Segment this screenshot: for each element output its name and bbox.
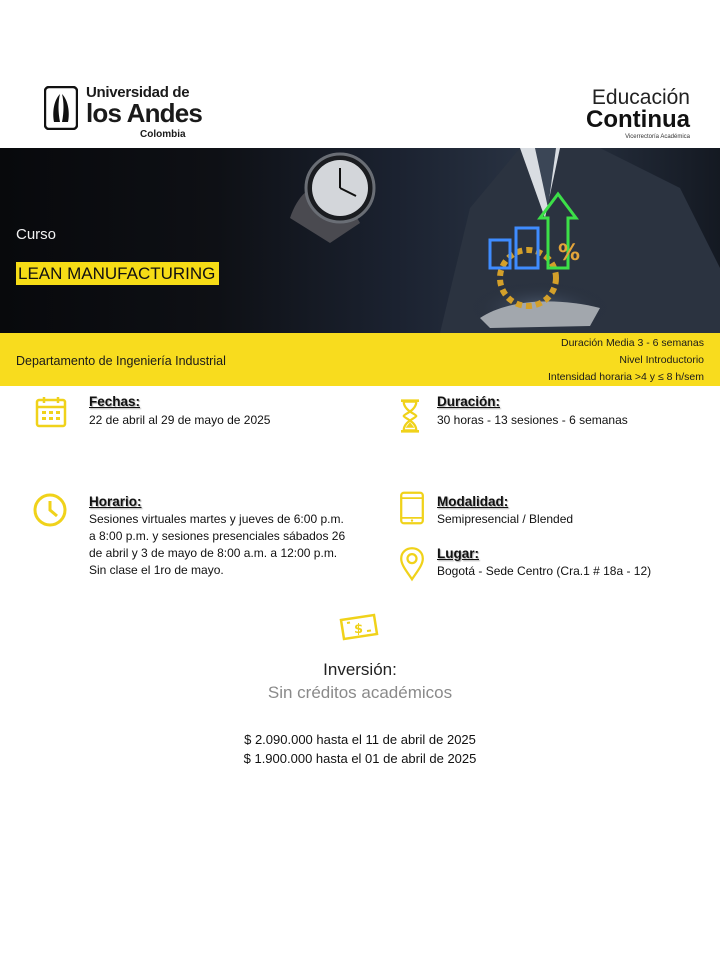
course-info-bar xyxy=(0,333,720,386)
hero-banner xyxy=(0,148,720,333)
horario-line: de abril y 3 de mayo de 8:00 a.m. a 12:00 p.m. xyxy=(89,546,338,560)
horario-title: Horario: xyxy=(89,494,142,509)
lugar-title: Lugar: xyxy=(437,546,479,561)
tablet-icon xyxy=(394,490,430,526)
svg-text:$: $ xyxy=(354,622,364,637)
investment-subtitle: Sin créditos académicos xyxy=(267,683,453,702)
price-line: $ 1.900.000 hasta el 01 de abril de 2025 xyxy=(243,751,477,766)
price-line: $ 2.090.000 hasta el 11 de abril de 2025 xyxy=(244,732,476,747)
banner-illustration xyxy=(0,148,720,333)
hourglass-icon xyxy=(392,398,428,434)
location-pin-icon xyxy=(394,546,430,582)
course-specs xyxy=(548,335,704,386)
duracion-title: Duración: xyxy=(437,394,501,409)
horario-line: Sesiones virtuales martes y jueves de 6:00 p.m. xyxy=(89,512,344,526)
educacion-continua-logo xyxy=(560,86,690,146)
fechas-text: 22 de abril al 29 de mayo de 2025 xyxy=(89,413,271,427)
spec-duration: Duración Media 3 - 6 semanas xyxy=(561,337,704,349)
modalidad-text: Semipresencial / Blended xyxy=(437,512,574,526)
banner-label: Curso xyxy=(16,226,57,243)
svg-text:%: % xyxy=(558,241,581,266)
uandes-emblem-icon xyxy=(44,86,78,130)
university-name-line1: Universidad de xyxy=(86,84,190,101)
ec-logo-line3: Vicerrectoría Académica xyxy=(625,134,690,140)
horario-text xyxy=(89,511,345,579)
ec-logo-line1: Educación xyxy=(591,86,690,109)
ec-logo-line2: Continua xyxy=(586,106,690,133)
spec-level: Nivel Introductorio xyxy=(619,354,704,366)
modalidad-title: Modalidad: xyxy=(437,494,509,509)
lugar-text: Bogotá - Sede Centro (Cra.1 # 18a - 12) xyxy=(437,564,652,578)
university-country: Colombia xyxy=(140,129,186,140)
money-icon xyxy=(338,612,380,642)
spec-intensity: Intensidad horaria >4 y ≤ 8 h/sem xyxy=(547,371,704,383)
calendar-icon xyxy=(34,394,70,430)
clock-icon xyxy=(32,492,68,528)
duracion-text: 30 horas - 13 sesiones - 6 semanas xyxy=(437,413,628,427)
horario-line: a 8:00 p.m. y sesiones presenciales sábados 26 xyxy=(89,529,346,543)
fechas-title: Fechas: xyxy=(89,394,141,409)
course-title-highlight xyxy=(16,262,219,285)
department-name: Departamento de Ingeniería Industrial xyxy=(16,354,226,368)
university-name-line2: los Andes xyxy=(86,98,203,128)
course-title: LEAN MANUFACTURING xyxy=(18,264,216,283)
investment-title: Inversión: xyxy=(323,660,397,679)
universidad-andes-logo xyxy=(44,84,203,144)
horario-line: Sin clase el 1ro de mayo. xyxy=(89,563,224,577)
